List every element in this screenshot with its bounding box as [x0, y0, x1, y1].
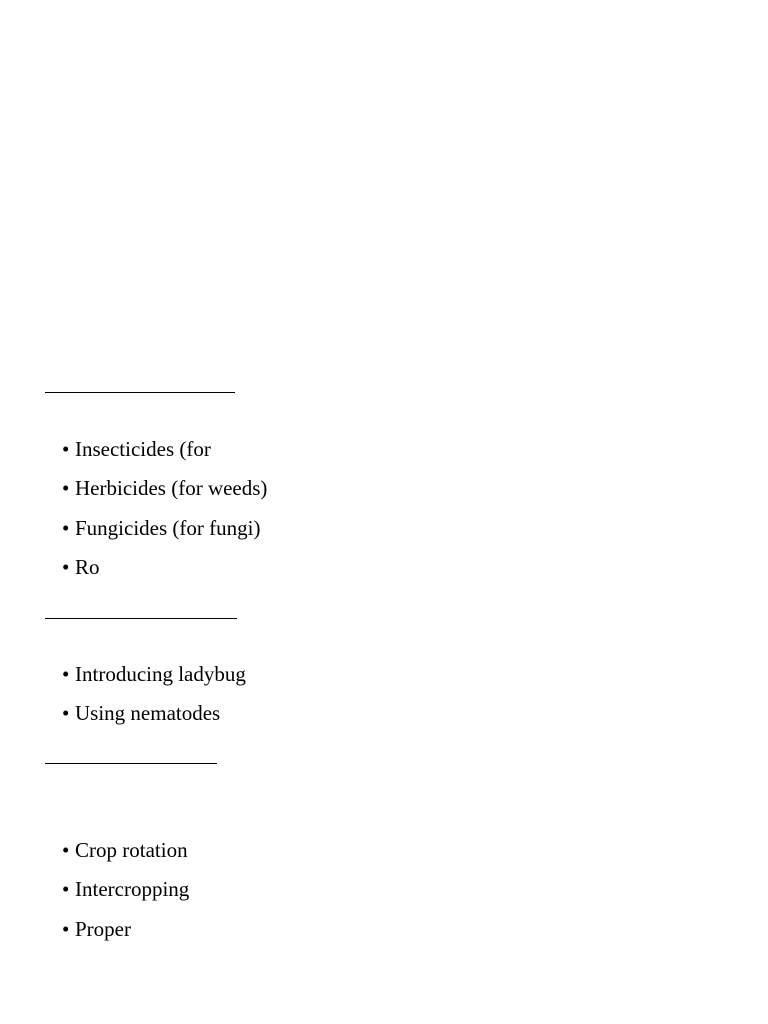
section-1-heading-rule — [45, 392, 235, 393]
bullet-icon: • — [62, 662, 70, 686]
bullet-icon: • — [62, 916, 70, 941]
section-3-list — [62, 831, 189, 949]
list-item-text: Crop rotation — [75, 838, 188, 862]
bullet-icon: • — [62, 437, 70, 461]
list-item — [62, 469, 267, 508]
bullet-icon: • — [62, 554, 70, 579]
list-item-text: Introducing ladybug — [75, 662, 246, 686]
list-item — [62, 655, 246, 694]
list-item — [62, 430, 267, 469]
list-item-text: Ro — [75, 554, 100, 579]
bullet-icon: • — [62, 515, 70, 540]
bullet-icon: • — [62, 701, 70, 726]
list-item-text: Intercropping — [75, 877, 190, 902]
bullet-icon: • — [62, 838, 70, 862]
list-item — [62, 509, 267, 548]
list-item-text: Using nematodes — [75, 701, 221, 726]
list-item — [62, 548, 267, 587]
list-item — [62, 694, 246, 733]
bullet-icon: • — [62, 476, 70, 501]
list-item-text: Proper — [75, 916, 131, 941]
section-1-list — [62, 430, 267, 587]
list-item-text: Herbicides (for weeds) — [75, 476, 268, 501]
list-item — [62, 910, 189, 949]
section-2-list — [62, 655, 246, 734]
list-item — [62, 870, 189, 909]
list-item-text: Insecticides (for — [75, 437, 211, 461]
bullet-icon: • — [62, 877, 70, 902]
section-2-heading-rule — [45, 618, 237, 619]
list-item — [62, 831, 189, 870]
list-item-text: Fungicides (for fungi) — [75, 515, 261, 540]
section-3-heading-rule — [45, 763, 217, 764]
